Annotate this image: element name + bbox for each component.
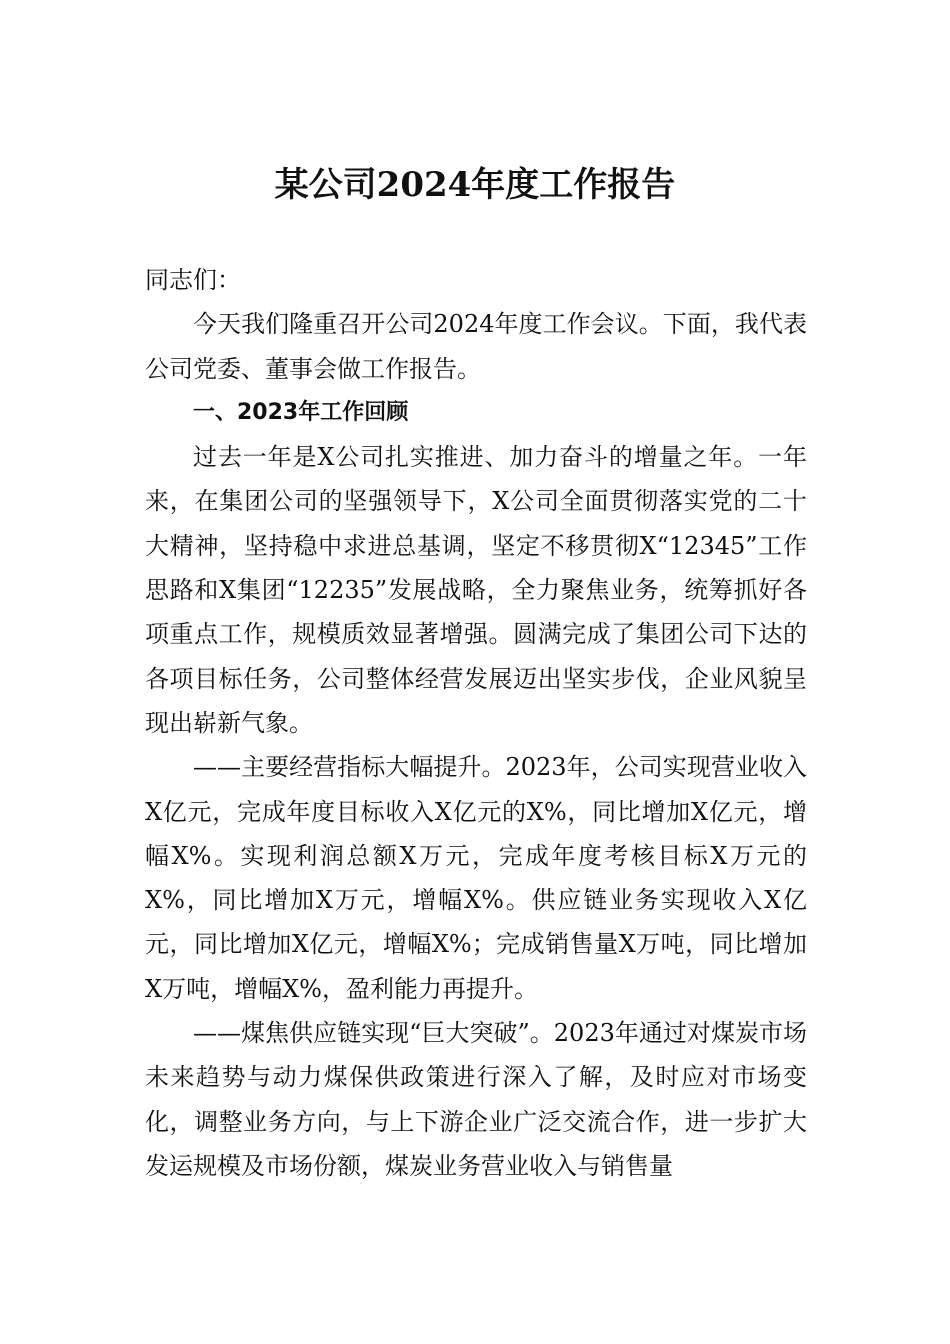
supply-chain-paragraph: ——煤焦供应链实现“巨大突破”。2023年通过对煤炭市场未来趋势与动力煤保供政策进行深入了解，及时应对市场变化，调整业务方向，与上下游企业广泛交流合作，进一步扩大发运规模及市场份额，煤炭业务营业收入与销售量 (145, 1019, 807, 1180)
document-title: 某公司2024年度工作报告 (274, 165, 676, 205)
indicators-paragraph: ——主要经营指标大幅提升。2023年，公司实现营业收入X亿元，完成年度目标收入X亿元的X%，同比增加X亿元，增幅X%。实现利润总额X万元，完成年度考核目标X万元的X%，同比增加X万元，增幅X%。供应链业务实现收入X亿元，同比增加X亿元，增幅X%；完成销售量X万吨，同比增加X万吨，增幅X%，盈利能力再提升。 (145, 753, 807, 1003)
overview-paragraph: 过去一年是X公司扎实推进、加力奋斗的增量之年。一年来，在集团公司的坚强领导下，X公司全面贯彻落实党的二十大精神，坚持稳中求进总基调，坚定不移贯彻X“12345”工作思路和X集团“12235”发展战略，全力聚焦业务，统筹抓好各项重点工作，规模质效显著增强。圆满完成了集团公司下达的各项目标任务，公司整体经营发展迈出坚实步伐，企业风貌呈现出崭新气象。 (145, 443, 807, 737)
section-heading: 一、2023年工作回顾 (193, 399, 409, 425)
document-body (145, 258, 807, 1188)
salutation: 同志们： (145, 266, 241, 294)
intro-paragraph: 今天我们隆重召开公司2024年度工作会议。下面，我代表公司党委、董事会做工作报告。 (145, 310, 807, 383)
